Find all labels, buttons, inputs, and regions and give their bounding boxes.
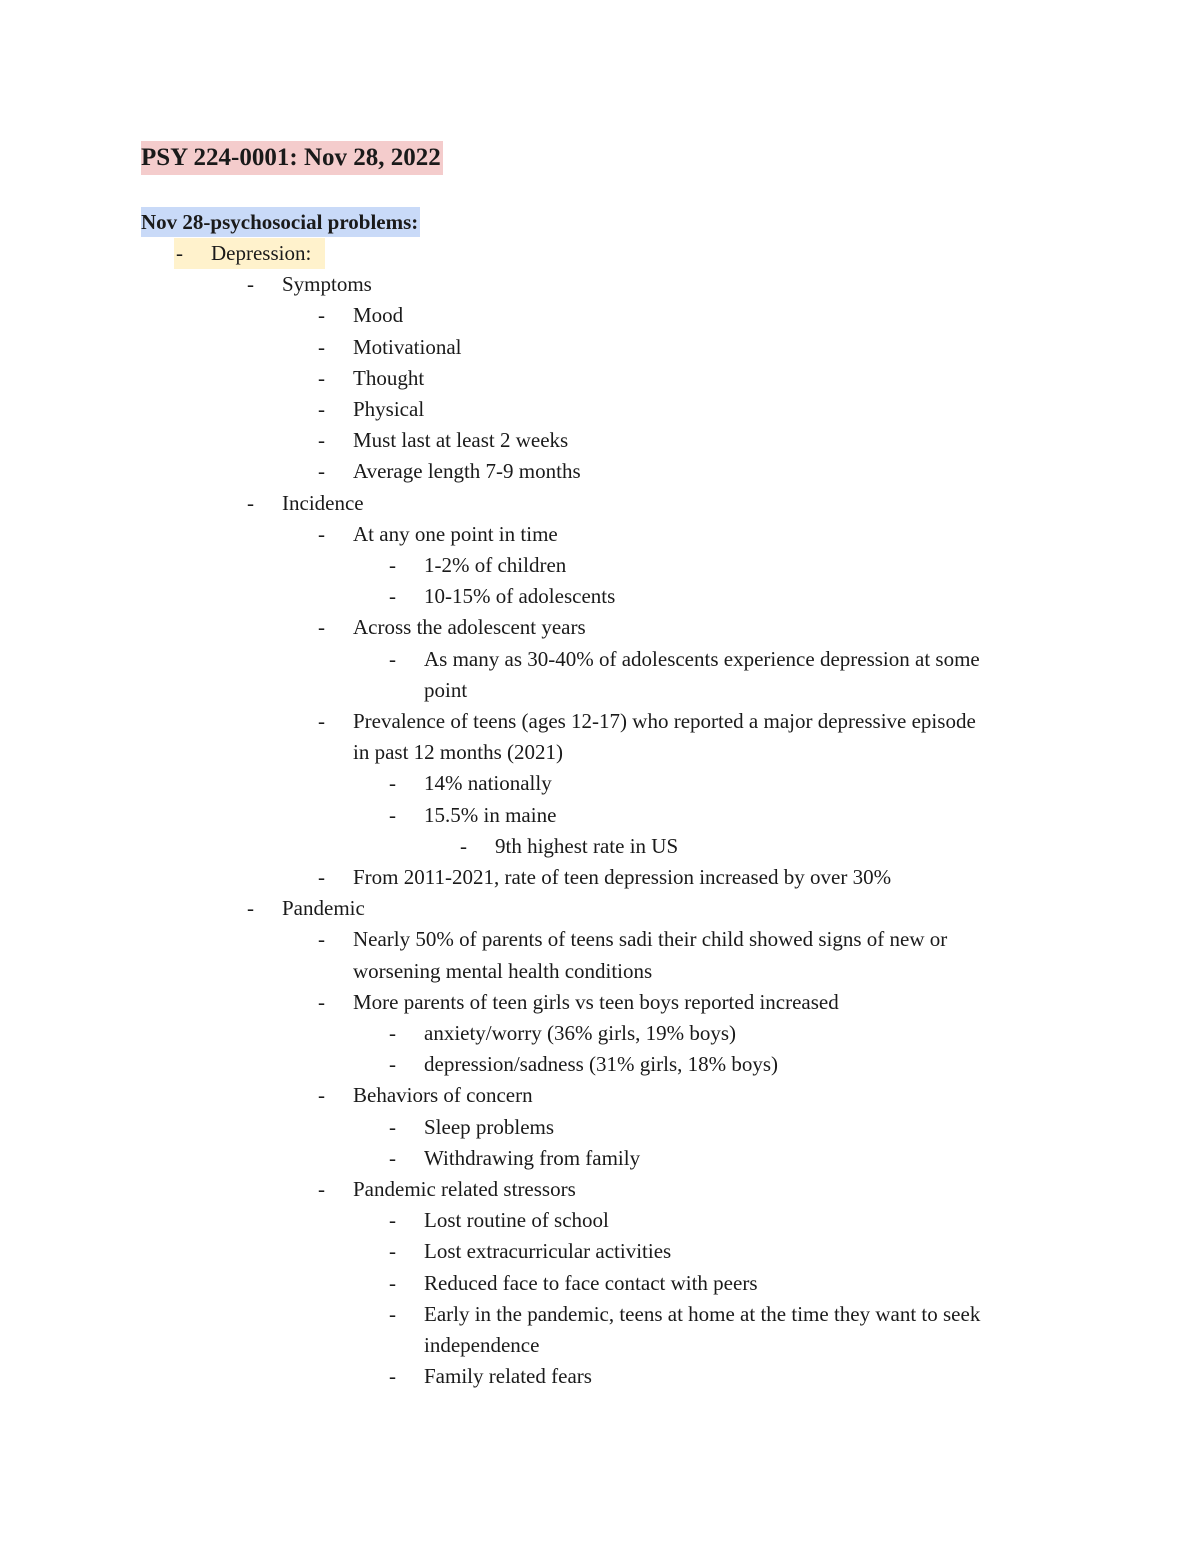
- outline-item-text: Pandemic related stressors: [353, 1177, 576, 1201]
- bullet-dash: -: [389, 1021, 396, 1045]
- bullet-dash: -: [318, 927, 325, 952]
- outline-item-text: Mood: [353, 303, 404, 328]
- outline-item-text: Nearly 50% of parents of teens sadi their child showed signs of new or: [353, 927, 948, 952]
- outline-item-text: Physical: [353, 397, 425, 421]
- outline-item-text: anxiety/worry (36% girls, 19% boys): [424, 1021, 737, 1045]
- outline-item-text: Early in the pandemic, teens at home at the time they want to seek: [424, 1301, 981, 1326]
- bullet-dash: -: [389, 1239, 396, 1264]
- bullet-dash: -: [389, 1114, 396, 1139]
- outline-item-text: Incidence: [282, 490, 364, 515]
- outline-item-text: worsening mental health conditions: [353, 958, 653, 983]
- bullet-dash: -: [389, 1270, 396, 1295]
- outline-item-text: 14% nationally: [424, 771, 552, 796]
- section-heading: Nov 28-psychosocial problems:: [141, 207, 420, 237]
- bullet-dash: -: [318, 365, 325, 390]
- outline-item-text: 10-15% of adolescents: [424, 584, 616, 609]
- bullet-dash: -: [389, 553, 396, 577]
- outline-item-text: Sleep problems: [424, 1114, 555, 1139]
- outline-item-text: From 2011-2021, rate of teen depression increased by over 30%: [353, 865, 892, 889]
- bullet-dash: -: [318, 865, 325, 889]
- bullet-dash: -: [389, 771, 396, 796]
- bullet-dash: -: [318, 1083, 325, 1108]
- outline-item-text: Thought: [353, 365, 425, 390]
- outline-item-text: Family related fears: [424, 1364, 592, 1389]
- bullet-dash: -: [247, 272, 254, 297]
- outline-item-text: independence: [424, 1333, 540, 1357]
- outline-item-text: 1-2% of children: [424, 553, 567, 577]
- bullet-dash: -: [318, 397, 325, 421]
- bullet-dash: -: [389, 1145, 396, 1170]
- outline-item-text: More parents of teen girls vs teen boys reported increased: [353, 989, 839, 1014]
- page-title: PSY 224-0001: Nov 28, 2022: [141, 141, 443, 175]
- outline-item-text: Lost extracurricular activities: [424, 1239, 672, 1264]
- outline-item-text: Across the adolescent years: [353, 615, 586, 640]
- bullet-dash: -: [318, 1177, 325, 1201]
- bullet-dash: -: [318, 521, 325, 546]
- bullet-dash: -: [389, 646, 396, 671]
- bullet-dash: -: [318, 334, 325, 359]
- bullet-dash: -: [389, 584, 396, 609]
- outline-item-text: Symptoms: [282, 272, 372, 297]
- outline-item-text: Reduced face to face contact with peers: [424, 1270, 758, 1295]
- bullet-dash: -: [318, 989, 325, 1014]
- bullet-dash: -: [176, 241, 183, 265]
- outline-item-text: Depression:: [211, 241, 312, 265]
- bullet-dash: -: [460, 833, 467, 858]
- bullet-dash: -: [389, 1301, 396, 1326]
- outline-item-text: point: [424, 677, 468, 702]
- bullet-dash: -: [389, 802, 396, 827]
- outline-item-text: Withdrawing from family: [424, 1145, 641, 1170]
- bullet-dash: -: [318, 709, 325, 733]
- bullet-dash: -: [318, 459, 325, 484]
- bullet-dash: -: [318, 428, 325, 453]
- bullet-dash: -: [247, 490, 254, 515]
- outline-item-text: Pandemic: [282, 896, 365, 921]
- bullet-dash: -: [389, 1052, 396, 1077]
- outline-item-text: 15.5% in maine: [424, 802, 557, 827]
- bullet-dash: -: [389, 1364, 396, 1389]
- outline-item-text: Must last at least 2 weeks: [353, 428, 569, 453]
- bullet-dash: -: [318, 615, 325, 640]
- outline-item-text: At any one point in time: [353, 521, 558, 546]
- outline-item-text: Behaviors of concern: [353, 1083, 533, 1108]
- outline-item-text: 9th highest rate in US: [495, 833, 679, 858]
- outline-item-text: depression/sadness (31% girls, 18% boys): [424, 1052, 779, 1077]
- outline-item-text: in past 12 months (2021): [353, 740, 563, 765]
- bullet-dash: -: [247, 896, 254, 921]
- outline-item-text: Motivational: [353, 334, 462, 359]
- bullet-dash: -: [318, 303, 325, 328]
- outline-item-text: Lost routine of school: [424, 1208, 609, 1233]
- outline-item-text: Average length 7-9 months: [353, 459, 581, 484]
- outline-item-text: As many as 30-40% of adolescents experience depression at some: [424, 646, 980, 671]
- outline-item-text: Prevalence of teens (ages 12-17) who reported a major depressive episode: [353, 709, 976, 733]
- bullet-dash: -: [389, 1208, 396, 1233]
